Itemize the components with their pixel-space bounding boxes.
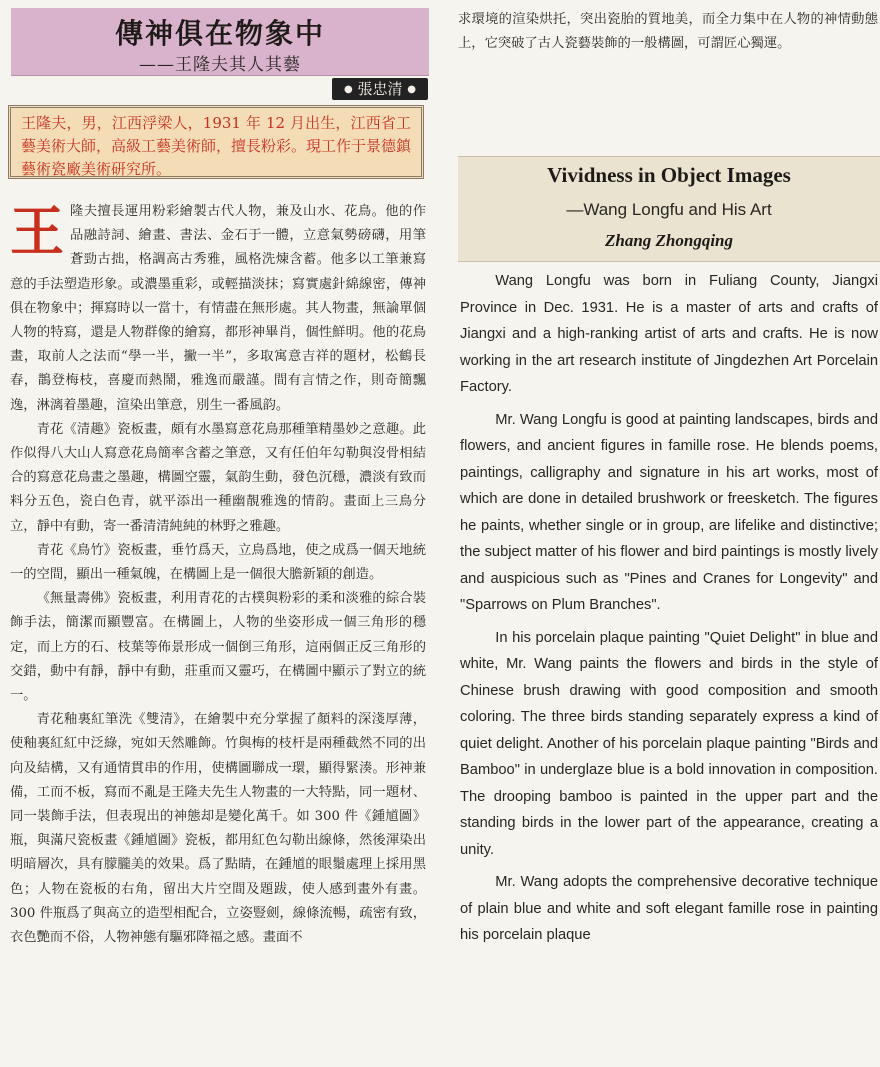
chinese-intro-box: 王隆夫，男，江西浮梁人，1931 年 12 月出生，江西省工藝美術大師，高級工藝美術師，擅長粉彩。現工作于景德鎮藝術瓷廠美術研究所。 (8, 105, 424, 179)
english-body (460, 268, 878, 949)
chinese-paragraph: 青花《清趣》瓷板畫，頗有水墨寫意花鳥那種筆精墨妙之意趣。此作似得八大山人寫意花鳥簡率含蓄之筆意，又有任伯年勾勒與沒骨相結合的寫意花鳥畫之墨趣，構圖空靈，氣韵生動，發色沉穩，濃淡有致而料分五色，瓷白色青，就平添出一種幽靚雅逸的情韵。畫面上三鳥分立，靜中有動，寄一番清清純純的林野之雅趣。 (10, 421, 426, 534)
chinese-body (10, 200, 426, 950)
chinese-title: 傳神俱在物象中 (114, 17, 325, 50)
english-subtitle: —Wang Longfu and His Art (566, 200, 772, 219)
chinese-continuation: 求環境的渲染烘托，突出瓷胎的質地美，而全力集中在人物的神情動態上，它突破了古人瓷藝裝飾的一般構圖，可謂匠心獨運。 (458, 12, 878, 52)
english-paragraph: Mr. Wang Longfu is good at painting landscapes, birds and flowers, and ancient figures in famille rose. He blends poems, paintings, calligraphy and signature in his art works, most of which are done in detailed brushwork or freesketch. The figures he paints, whether single or in group, are lifelike and distinctive; the subject matter of his flower and bird paintings is mostly lively and auspicious such as "Pines and Cranes for Longevity" and "Sparrows on Plum Branches". (460, 411, 878, 613)
english-title: Vividness in Object Images (547, 163, 791, 187)
chinese-paragraph: 《無量壽佛》瓷板畫，利用青花的古樸與粉彩的柔和淡雅的綜合裝飾手法，簡潔而顯豐富。在構圖上，人物的坐姿形成一個三角形的穩定，而上方的石、枝葉等佈景形成一個倒三角形，這兩個正反三角形的交錯，動中有靜，靜中有動，莊重而又靈巧，在構圖中顯示了對立的統一。 (10, 591, 426, 704)
chinese-title-banner (11, 8, 429, 76)
drop-cap: 王 (10, 199, 64, 263)
chinese-paragraph: 青花《鳥竹》瓷板畫，垂竹爲天，立鳥爲地，使之成爲一個天地統一的空間，顯出一種氣魄，在構圖上是一個很大膽新穎的創造。 (10, 542, 426, 583)
chinese-author-tag (332, 78, 428, 100)
english-title-banner (458, 156, 880, 262)
english-paragraph: In his porcelain plaque painting "Quiet Delight" in blue and white, Mr. Wang paints the flowers and birds in the style of Chinese brush drawing with good composition and smooth coloring. The three birds standing separately express a kind of quiet delight. Another of his porcelain plaque painting "Birds and Bamboo" in underglaze blue is a bold innovation in composition. The drooping bamboo is painted in the upper part and the standing birds in the lower part of the appearance, creating a unity. (460, 629, 878, 858)
chinese-author: 張忠清 (357, 80, 403, 98)
bullet-icon: ● (343, 84, 353, 95)
english-paragraph: Wang Longfu was born in Fuliang County, Jiangxi Province in Dec. 1931. He is a master of arts and crafts of Jiangxi and a high-ranking artist of arts and crafts. He is now working in the art research institute of Jingdezhen Art Porcelain Factory. (460, 273, 878, 395)
chinese-subtitle: ——王隆夫其人其藝 (139, 55, 301, 75)
chinese-paragraph: 青花釉裏紅筆洗《雙清》，在繪製中充分掌握了顏料的深淺厚薄，使釉裏紅紅中泛綠，宛如天然雕飾。竹與梅的枝杆是兩種截然不同的出向及結構，又有通情貫串的作用，使構圖聯成一環，顯得緊湊。形神兼備，工而不板，寫而不亂是王隆夫先生人物畫的一大特點，同一題材、同一裝飾手法，但表現出的神態却是變化萬千。如 300 件《鍾馗圖》瓶，與滿尺瓷板畫《鍾馗圖》瓷板，都用紅色勾勒出線條，然後渾染出明暗層次，具有朦朧美的效果。爲了點睛，在鍾馗的眼鬚處理上採用黑色；人物在瓷板的右角，留出大片空間及題跋，使人感到畫外有畫。300 件瓶爲了與高立的造型相配合，立姿豎劍，線條流暢，疏密有致，衣色艷而不俗，人物神態有驅邪降福之感。畫面不 (10, 712, 426, 946)
english-paragraph: Mr. Wang adopts the comprehensive decorative technique of plain blue and white and soft elegant famille rose in painting his porcelain plaque (460, 874, 878, 943)
chinese-paragraph: 王隆夫擅長運用粉彩繪製古代人物，兼及山水、花鳥。他的作品融詩詞、繪畫、書法、金石于一體，立意氣勢磅礴，用筆蒼勁古拙，格調高古秀雅，風格洗煉含蓄。他多以工筆兼寫意的手法塑造形象。或濃墨重彩，或輕描淡抹；寫實處針綿線密，傳神俱在物象中；揮寫時以一當十，有情盡在無形處。其人物畫，無論單個人物的特寫，還是人物群像的繪寫，都形神畢肖，個性鮮明。他的花鳥畫，取前人之法而“學一半，撇一半”，多取寓意吉祥的題材，松鶴長春，鵲登梅枝，喜慶而熱鬧，雅逸而嚴謹。間有言情之作，則奇簡飄逸，淋漓着墨趣，渲染出筆意，別生一番風韵。 (10, 199, 426, 413)
english-author: Zhang Zhongqing (604, 231, 733, 250)
bullet-icon: ● (407, 84, 416, 95)
